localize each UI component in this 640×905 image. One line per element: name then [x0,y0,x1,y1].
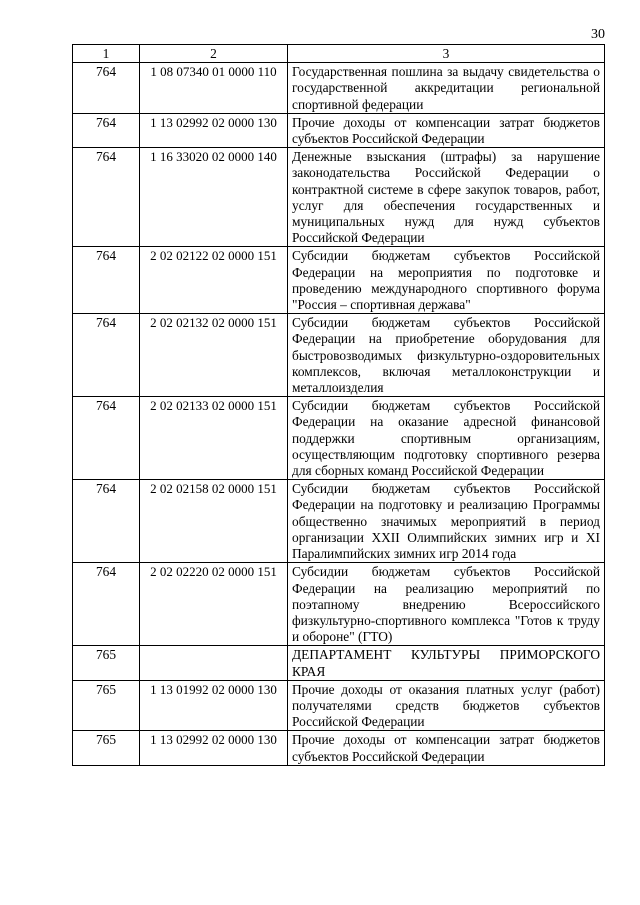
department-name-cell: ДЕПАРТАМЕНТ КУЛЬТУРЫ ПРИМОРСКОГО КРАЯ [288,646,605,680]
table-header-row [73,45,605,63]
income-code-cell: 2 02 02133 02 0000 151 [140,397,288,480]
admin-code-cell: 764 [73,63,140,114]
admin-code-cell: 764 [73,113,140,147]
admin-code-cell: 764 [73,314,140,397]
income-name-cell: Субсидии бюджетам субъектов Российской Федерации на оказание адресной финансовой поддержки спортивным организациям, осуществляющим подготовку спортивного резерва для сборных команд Российской Федерации [288,397,605,480]
admin-code-cell: 765 [73,646,140,680]
table-row [73,247,605,314]
table-row-department [73,646,605,680]
column-header-1: 1 [73,45,140,63]
income-code-cell: 2 02 02122 02 0000 151 [140,247,288,314]
income-name-cell: Прочие доходы от компенсации затрат бюджетов субъектов Российской Федерации [288,731,605,765]
admin-code-cell: 764 [73,480,140,563]
income-name-cell: Субсидии бюджетам субъектов Российской Федерации на приобретение оборудования для быстровозводимых физкультурно-оздоровительных комплексов, включая металлоконструкции и металлоизделия [288,314,605,397]
income-name-cell: Субсидии бюджетам субъектов Российской Федерации на реализацию мероприятий по поэтапному внедрению Всероссийского физкультурно-спортивного комплекса "Готов к труду и обороне" (ГТО) [288,563,605,646]
income-name-cell: Прочие доходы от оказания платных услуг (работ) получателями средств бюджетов субъектов Российской Федерации [288,680,605,731]
income-code-cell: 1 08 07340 01 0000 110 [140,63,288,114]
admin-code-cell: 764 [73,247,140,314]
budget-income-table [72,44,605,766]
income-name-cell: Государственная пошлина за выдачу свидетельства о государственной аккредитации региональной спортивной федерации [288,63,605,114]
table-row [73,397,605,480]
table-row [73,480,605,563]
table-row [73,731,605,765]
income-code-cell: 1 13 01992 02 0000 130 [140,680,288,731]
admin-code-cell: 764 [73,148,140,247]
admin-code-cell: 765 [73,731,140,765]
admin-code-cell: 765 [73,680,140,731]
table-row [73,148,605,247]
table-row [73,63,605,114]
income-name-cell: Денежные взыскания (штрафы) за нарушение законодательства Российской Федерации о контрактной системе в сфере закупок товаров, работ, услуг для обеспечения государственных и муниципальных нужд для нужд субъектов Российской Федерации [288,148,605,247]
income-code-cell [140,646,288,680]
income-code-cell: 1 16 33020 02 0000 140 [140,148,288,247]
admin-code-cell: 764 [73,397,140,480]
table-row [73,113,605,147]
income-name-cell: Прочие доходы от компенсации затрат бюджетов субъектов Российской Федерации [288,113,605,147]
table-row [73,314,605,397]
table-row [73,563,605,646]
admin-code-cell: 764 [73,563,140,646]
income-name-cell: Субсидии бюджетам субъектов Российской Федерации на мероприятия по подготовке и проведению международного спортивного форума "Россия – спортивная держава" [288,247,605,314]
column-header-3: 3 [288,45,605,63]
income-code-cell: 2 02 02220 02 0000 151 [140,563,288,646]
income-code-cell: 2 02 02132 02 0000 151 [140,314,288,397]
income-code-cell: 1 13 02992 02 0000 130 [140,731,288,765]
page-number: 30 [591,27,605,42]
income-code-cell: 2 02 02158 02 0000 151 [140,480,288,563]
income-code-cell: 1 13 02992 02 0000 130 [140,113,288,147]
income-name-cell: Субсидии бюджетам субъектов Российской Федерации на подготовку и реализацию Программы общественно значимых мероприятий в период организации XXII Олимпийских зимних игр и XI Паралимпийских зимних игр 2014 года [288,480,605,563]
column-header-2: 2 [140,45,288,63]
table-row [73,680,605,731]
